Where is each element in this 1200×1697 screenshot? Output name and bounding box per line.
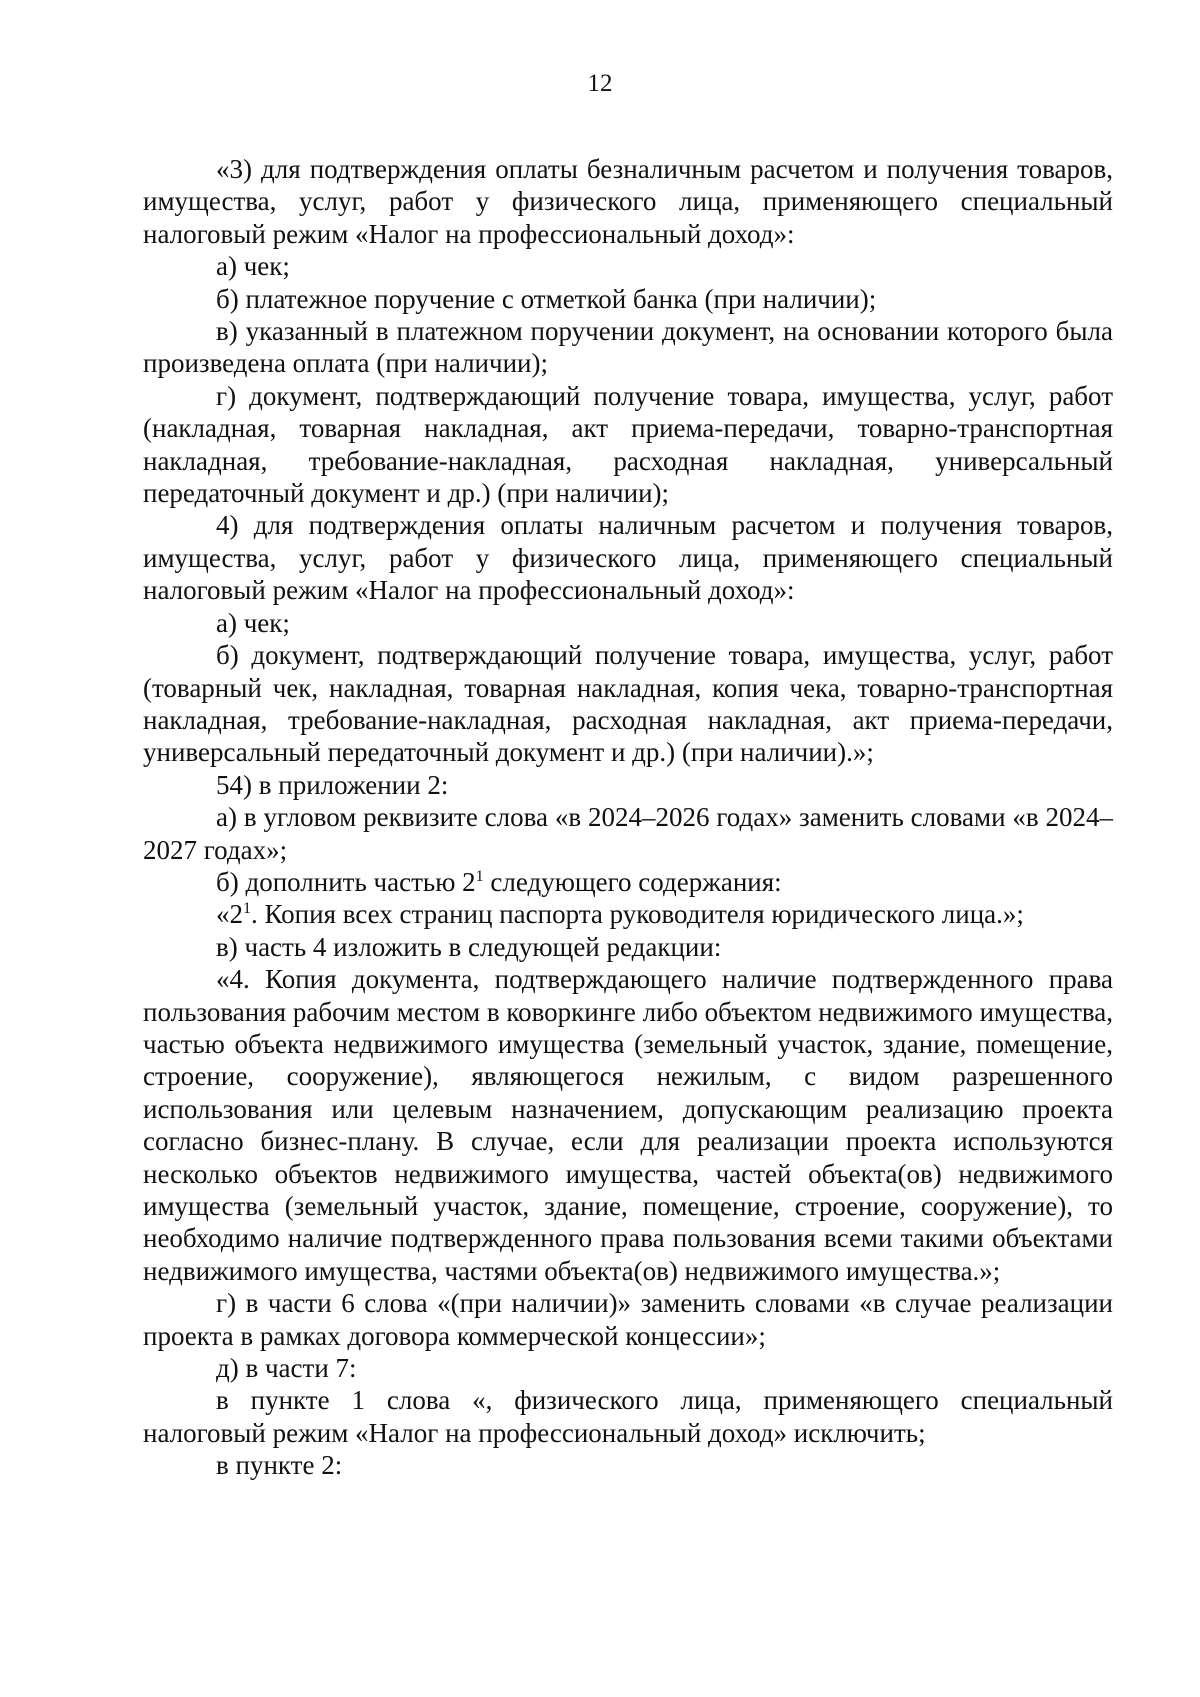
paragraph: в) указанный в платежном поручении документ, на основании которого была произведена оплата (при наличии); — [143, 316, 1113, 379]
paragraph — [143, 898, 1113, 930]
paragraph: б) документ, подтверждающий получение товара, имущества, услуг, работ (товарный чек, накладная, товарная накладная, копия чека, товарно-транспортная накладная, требование-накладная, расходная накладная, акт приема-передачи, универсальный передаточный документ и др.) (при наличии).»; — [143, 640, 1113, 768]
superscript: 1 — [243, 900, 251, 918]
superscript: 1 — [475, 867, 484, 885]
paragraph: г) документ, подтверждающий получение товара, имущества, услуг, работ (накладная, товарная накладная, акт приема-передачи, товарно-транспортная накладная, требование-накладная, расходная накладная, универсальный передаточный документ и др.) (при наличии); — [143, 380, 1113, 509]
paragraph-text: следующего содержания: — [483, 866, 782, 897]
paragraph: в пункте 2: — [216, 1450, 343, 1481]
paragraph: в пункте 1 слова «, физического лица, применяющего специальный налоговый режим «Налог на профессиональный доход» исключить; — [143, 1385, 1113, 1448]
paragraph: «3) для подтверждения оплаты безналичным расчетом и получения товаров, имущества, услуг, работ у физического лица, применяющего специальный налоговый режим «Налог на профессиональный доход»: — [143, 154, 1113, 249]
paragraph: в) часть 4 изложить в следующей редакции: — [216, 931, 722, 962]
paragraph-text: б) дополнить частью 2 — [216, 866, 476, 897]
paragraph: а) чек; — [216, 251, 290, 282]
paragraph: 4) для подтверждения оплаты наличным расчетом и получения товаров, имущества, услуг, работ у физического лица, применяющего специальный налоговый режим «Налог на профессиональный доход»: — [143, 510, 1113, 606]
paragraph-text: . Копия всех страниц паспорта руководителя юридического лица.»; — [251, 899, 1024, 930]
paragraph: д) в части 7: — [216, 1353, 357, 1384]
paragraph: г) в части 6 слова «(при наличии)» заменить словами «в случае реализации проекта в рамках договора коммерческой концессии»; — [143, 1288, 1113, 1351]
paragraph: б) платежное поручение с отметкой банка (при наличии); — [216, 283, 877, 314]
paragraph: «4. Копия документа, подтверждающего наличие подтвержденного права пользования рабочим местом в коворкинге либо объектом недвижимого имущества, частью объекта недвижимого имущества (земельный участок, здание, помещение, строение, сооружение), являющегося нежилым, с видом разрешенного использования или целевым назначением, допускающим реализацию проекта согласно бизнес-плану. В случае, если для реализации проекта используются несколько объектов недвижимого имущества, частей объекта(ов) недвижимого имущества (земельный участок, здание, помещение, строение, сооружение), то необходимо наличие подтвержденного права пользования всеми такими объектами недвижимого имущества, частями объекта(ов) недвижимого имущества.»; — [143, 964, 1113, 1286]
paragraph — [143, 866, 1113, 898]
document-body — [143, 153, 1113, 1482]
page-number: 12 — [587, 70, 613, 97]
paragraph: а) чек; — [216, 607, 290, 638]
paragraph: 54) в приложении 2: — [216, 769, 449, 800]
paragraph: а) в угловом реквизите слова «в 2024–2026 годах» заменить словами «в 2024–2027 годах»; — [143, 802, 1113, 865]
paragraph-text: «2 — [216, 899, 243, 930]
